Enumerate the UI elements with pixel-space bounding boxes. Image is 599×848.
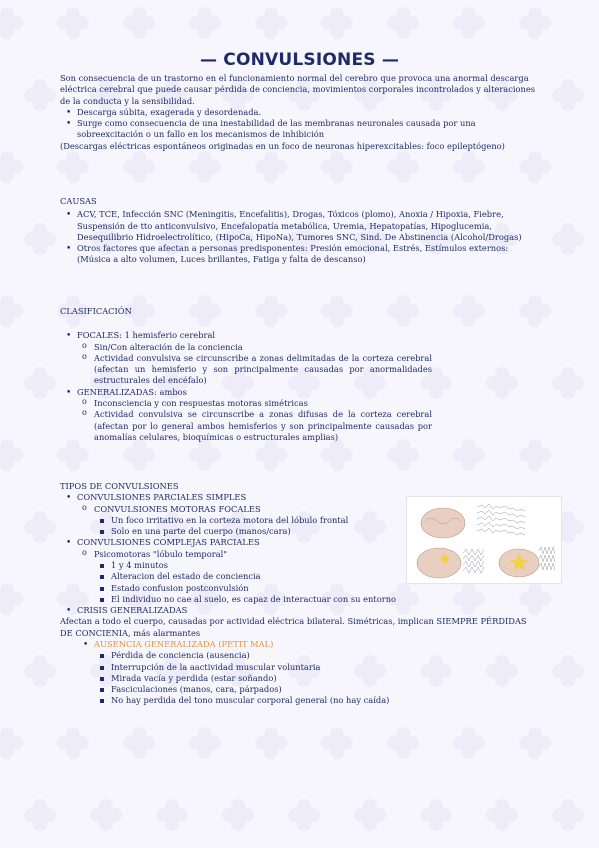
generalizadas-description: Afectan a todo el cuerpo, causadas por actividad eléctrica bilateral. Simétricas, implican SIEMPRE PÉRDIDAS DE CONCIENIA, más alarmantes — [60, 616, 527, 638]
focales-label: FOCALES: 1 hemisferio cerebral — [77, 330, 216, 341]
intro-section — [60, 73, 540, 152]
list-item: 1 y 4 minutos — [94, 560, 540, 571]
clasificacion-section — [60, 306, 432, 443]
intro-note: (Descargas eléctricas espontáneos originadas en un foco de neuronas hiperexcitables: foco epileptógeno) — [60, 140, 505, 151]
brain-eeg-icon — [407, 497, 563, 585]
intro-bullet-list — [60, 107, 540, 141]
list-item: Alteracion del estado de conciencia — [94, 571, 540, 582]
list-item: • Surge como consecuencia de una inestabilidad de las membranas neuronales causada por una sobreexcitación o un fallo en los mecanismos de inhibición — [60, 118, 540, 141]
list-item: Estado confusion postconvulsión — [94, 583, 540, 594]
list-item: Solo en una parte del cuerpo (manos/cara) — [94, 526, 540, 537]
clasificacion-list — [60, 330, 432, 443]
list-item-generalizadas — [60, 605, 540, 616]
list-item: El individuo no cae al suelo, es capaz de interactuar con su entorno — [94, 594, 540, 605]
list-item: • Descarga súbita, exagerada y desordenada. — [60, 107, 540, 118]
list-item: o Sin/Con alteración de la conciencia — [77, 342, 432, 353]
list-item: o Actividad convulsiva se circunscribe a zonas delimitadas de la corteza cerebral (afectan un hemisferio y son principalmente causadas por anormalidades estructurales del encéfalo) — [77, 353, 432, 387]
list-item: • Otros factores que afectan a personas predisponentes: Presión emocional, Estrés, Estímulos externos: (Música a alto volumen, Luces brillantes, Fatiga y falta de descanso) — [60, 243, 540, 266]
causas-list — [60, 209, 540, 265]
causas-section — [60, 196, 540, 266]
parciales-simples-label: CONVULSIONES PARCIALES SIMPLES — [77, 492, 247, 503]
list-item: Fasciculaciones (manos, cara, párpados) — [94, 684, 540, 695]
list-item-ausencia — [77, 639, 540, 707]
list-item: o Inconsciencia y con respuestas motoras simétricas — [77, 398, 432, 409]
ausencia-wrapper — [77, 639, 540, 707]
brain-eeg-figure — [406, 496, 562, 584]
list-item: • ACV, TCE, Infección SNC (Meningitis, Encefalitis), Drogas, Tóxicos (plomo), Anoxia / Hipoxia, Fiebre, Suspensión de tto anticonvulsivo, Encefalopatía metabólica, Uremia, Hepatopatías, Hipoglucemia, Desequilibrio Hidroelectrolítico, (HipoCa, HipoNa), Tumores SNC, Sind. De Abstinencia (Alcohol/Drogas) — [60, 209, 540, 243]
list-item-focales — [60, 330, 432, 386]
intro-paragraph: Son consecuencia de un trastorno en el funcionamiento normal del cerebro que provoca una anormal descarga eléctrica cerebral que puede causar pérdida de conciencia, movimientos corporales incontrolados y alteraciones de la conducta y la sensibilidad. — [60, 73, 536, 106]
list-item: o Actividad convulsiva se circunscribe a zonas difusas de la corteza cerebral (afectan por lo general ambos hemisferios y son principalmente causadas por anomalías celulares, bioquímicas o estructurales amplias) — [77, 409, 432, 443]
section-heading-tipos: TIPOS DE CONVULSIONES — [60, 481, 179, 491]
list-item-generalizadas — [60, 387, 432, 443]
complejas-label: CONVULSIONES COMPLEJAS PARCIALES — [77, 537, 260, 548]
section-heading-clasificacion: CLASIFICACIÓN — [60, 306, 132, 316]
list-item: Pérdida de conciencia (ausencia) — [94, 650, 540, 661]
motoras-label: CONVULSIONES MOTORAS FOCALES — [94, 503, 261, 514]
generalizadas-label: GENERALIZADAS: ambos — [77, 386, 187, 397]
list-item: Interrupción de la aactividad muscular voluntaria — [94, 662, 540, 673]
list-item: Un foco irritativo en la corteza motora del lóbulo frontal — [94, 515, 540, 526]
generalizadas-sublist — [77, 398, 432, 443]
ausencia-sublist — [94, 650, 540, 706]
section-heading-causas: CAUSAS — [60, 196, 97, 206]
list-item: Mirada vacía y perdida (estar soñando) — [94, 673, 540, 684]
list-item: No hay perdida del tono muscular corporal general (no hay caída) — [94, 695, 540, 706]
ausencia-label: AUSENCIA GENERALIZADA (PETIT MAL) — [94, 638, 274, 649]
page-title: — CONVULSIONES — — [199, 50, 400, 70]
psicomotoras-label: Psicomotoras "lóbulo temporal" — [94, 548, 228, 559]
crisis-generalizadas-label: CRISIS GENERALIZADAS — [77, 605, 188, 616]
focales-sublist — [77, 342, 432, 387]
